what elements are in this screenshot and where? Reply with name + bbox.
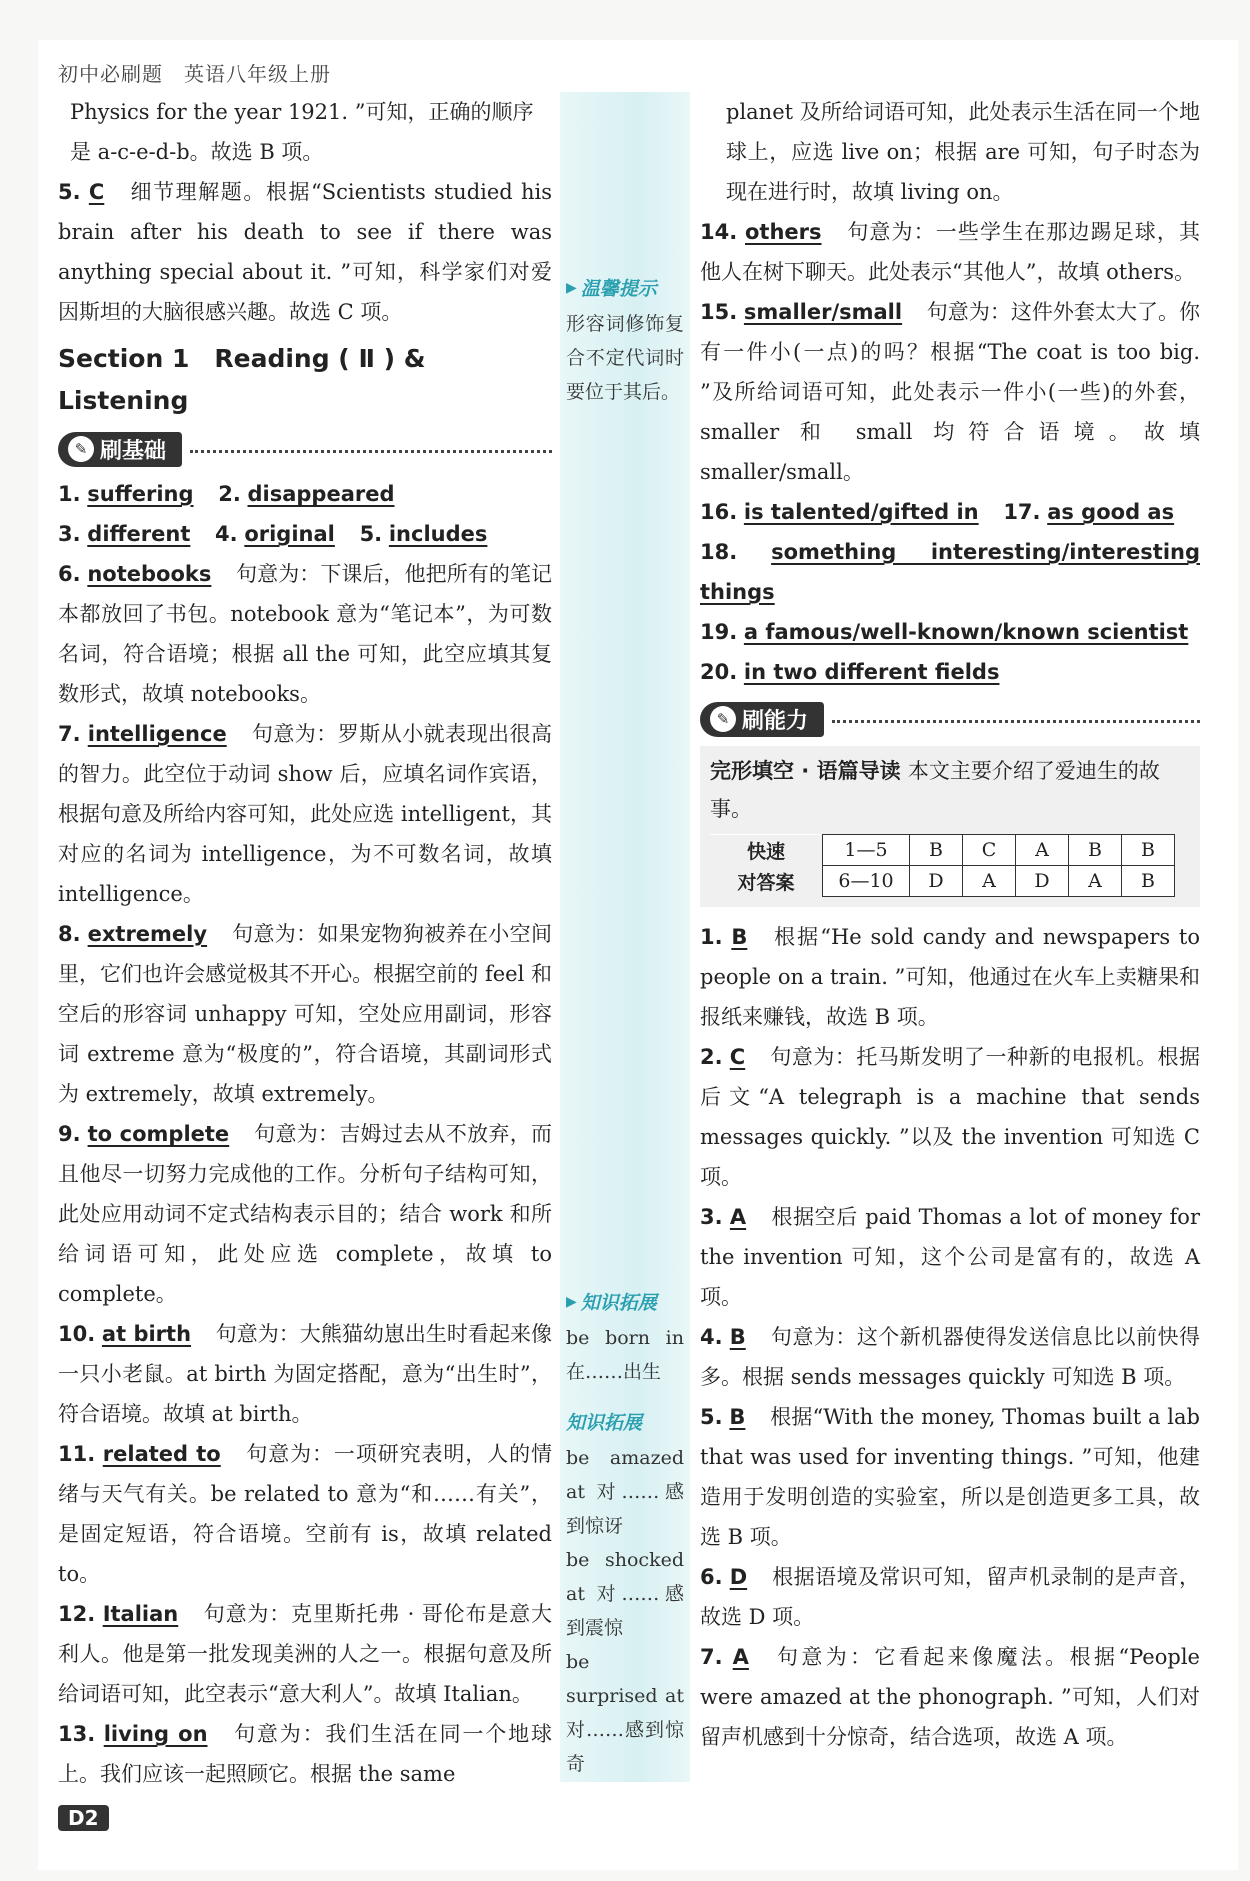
answer: B	[731, 925, 748, 949]
explanation: 句意为：我们生活在同一个地球上。我们应该一起照顾它。根据 the same	[58, 1722, 552, 1786]
answer: A	[732, 1645, 749, 1669]
item-number: 12.	[58, 1602, 96, 1626]
item-number: 1.	[58, 482, 81, 506]
answer-item-14	[700, 212, 1200, 292]
answer: as good as	[1047, 500, 1175, 524]
item-number: 1.	[700, 925, 723, 949]
item-number: 17.	[1003, 500, 1041, 524]
answer-row	[700, 532, 1200, 612]
item-number: 15.	[700, 300, 738, 324]
explanation: 句意为：托马斯发明了一种新的电报机。根据后文“A telegraph is a machine that sends messages quickly. ”以及 the invention 可知选 C 项。	[700, 1045, 1200, 1189]
answer: original	[244, 522, 335, 546]
tip-title-text: 温馨提示	[580, 278, 657, 300]
answer-row	[58, 514, 552, 554]
item-number: 6.	[58, 562, 81, 586]
tip-body: be born in 在……出生	[566, 1327, 684, 1383]
item-number: 7.	[700, 1645, 723, 1669]
banner-label: 刷能力	[742, 708, 809, 734]
reading-guide-title: 完形填空 · 语篇导读	[710, 759, 901, 783]
explanation: 句意为：它看起来像魔法。根据“People were amazed at the phonograph. ”可知，人们对留声机感到十分惊奇，结合选项，故选 A 项。	[700, 1645, 1200, 1749]
explanation: 句意为：这个新机器使得发送信息比以前快得多。根据 sends messages quickly 可知选 B 项。	[700, 1325, 1200, 1389]
cloze-item-4	[700, 1317, 1200, 1397]
paragraph: Physics for the year 1921. ”可知，正确的顺序	[70, 100, 534, 124]
explanation: 句意为：克里斯托弗 · 哥伦布是意大利人。他是第一批发现美洲的人之一。根据句意及所给词语可知，此空表示“意大利人”。故填 Italian。	[58, 1602, 552, 1706]
answer: B	[729, 1325, 746, 1349]
table-cell: 6—10	[823, 866, 910, 897]
answer-row	[58, 474, 552, 514]
item-number: 11.	[58, 1442, 96, 1466]
quick-answer-table	[710, 834, 1175, 897]
reading-guide-text: 本文主要介绍了爱迪生的故事。	[710, 759, 1160, 821]
table-cell: A	[1016, 835, 1069, 866]
item-number: 13.	[58, 1722, 96, 1746]
paragraph: planet 及所给词语可知，此处表示生活在同一个地球上，应选 live on；根据 are 可知，句子时态为现在进行时，故填 living on。	[726, 100, 1200, 204]
explanation: 细节理解题。根据“Scientists studied his brain after his death to see if there was anything special about it. ”可知，科学家们对爱因斯坦的大脑很感兴趣。故选 C 项。	[58, 180, 552, 324]
explanation: 句意为：下课后，他把所有的笔记本都放回了书包。notebook 意为“笔记本”，为可数名词，符合语境；根据 all the 可知，此空应填其复数形式，故填 notebooks。	[58, 562, 552, 706]
item-number: 8.	[58, 922, 81, 946]
table-cell: C	[963, 835, 1016, 866]
answer: others	[745, 220, 822, 244]
answer: A	[729, 1205, 747, 1229]
item-number: 3.	[700, 1205, 723, 1229]
answer: at birth	[101, 1322, 192, 1346]
item-number: 5.	[700, 1405, 723, 1429]
explanation: 句意为：一项研究表明，人的情绪与天气有关。be related to 意为“和……有关”，是固定短语，符合语境。空前有 is，故填 related to。	[58, 1442, 552, 1586]
item-number: 3.	[58, 522, 81, 546]
tip-body: be shocked at 对……感到震惊	[566, 1549, 684, 1639]
item-number: 9.	[58, 1122, 81, 1146]
tip-box-2	[566, 1288, 684, 1389]
item-number: 16.	[700, 500, 738, 524]
table-cell: D	[910, 866, 963, 897]
explanation: 根据空后 paid Thomas a lot of money for the invention 可知，这个公司是富有的，故选 A 项。	[700, 1205, 1200, 1309]
answer-item-11	[58, 1434, 552, 1594]
paragraph: 是 a-c-e-d-b。故选 B 项。	[70, 140, 324, 164]
table-cell: A	[963, 866, 1016, 897]
answer-item-8	[58, 914, 552, 1114]
answer: notebooks	[87, 562, 212, 586]
banner-basic	[58, 428, 552, 470]
tip-box-1	[566, 274, 684, 409]
answer: D	[729, 1565, 748, 1589]
cloze-item-7	[700, 1637, 1200, 1757]
item-number: 14.	[700, 220, 738, 244]
answer: smaller/small	[743, 300, 903, 324]
table-cell: B	[1069, 835, 1122, 866]
explanation: 句意为：大熊猫幼崽出生时看起来像一只小老鼠。at birth 为固定搭配，意为“出生时”，符合语境。故填 at birth。	[58, 1322, 552, 1426]
item-number: 18.	[700, 540, 738, 564]
cloze-item-1	[700, 917, 1200, 1037]
tip-body: be amazed at 对……感到惊讶	[566, 1447, 684, 1537]
item-number: 20.	[700, 660, 738, 684]
tip-title	[566, 1408, 684, 1435]
banner-ability	[700, 698, 1200, 740]
answer-row	[700, 492, 1200, 532]
table-row	[710, 866, 1175, 897]
answer: extremely	[87, 922, 208, 946]
pen-icon: ✎	[710, 706, 736, 732]
answer: something interesting/interesting things	[700, 540, 1200, 604]
section-title: Section 1 Reading ( Ⅱ ) & Listening	[58, 344, 426, 415]
dotted-rule	[190, 450, 552, 453]
reading-guide-box	[700, 746, 1200, 907]
explanation: 根据语境及常识可知，留声机录制的是声音，故选 D 项。	[700, 1565, 1200, 1629]
answer-item-13	[58, 1714, 552, 1794]
table-label: 对答案	[710, 866, 823, 897]
answer: a famous/well-known/known scientist	[743, 620, 1189, 644]
table-row	[710, 835, 1175, 866]
answer-item-7	[58, 714, 552, 914]
answer: living on	[103, 1722, 208, 1746]
answer: disappeared	[247, 482, 395, 506]
item-number: 7.	[58, 722, 81, 746]
answer-row	[700, 612, 1200, 652]
answer: related to	[102, 1442, 221, 1466]
banner-label: 刷基础	[100, 438, 167, 464]
answer: Italian	[102, 1602, 179, 1626]
table-cell: D	[1016, 866, 1069, 897]
answer: is talented/gifted in	[743, 500, 979, 524]
triangle-icon: ▶	[566, 279, 577, 296]
item-number: 10.	[58, 1322, 96, 1346]
pen-icon: ✎	[68, 436, 94, 462]
item-number: 4.	[700, 1325, 723, 1349]
running-header: 初中必刷题 英语八年级上册	[58, 62, 331, 86]
answer-item-5	[58, 172, 552, 332]
item-number: 19.	[700, 620, 738, 644]
tip-body: be surprised at 对……感到惊奇	[566, 1651, 684, 1775]
answer-item-12	[58, 1594, 552, 1714]
banner-tag	[58, 432, 182, 467]
cloze-item-5	[700, 1397, 1200, 1557]
triangle-icon: ▶	[566, 1293, 577, 1310]
item-number: 4.	[215, 522, 238, 546]
cloze-item-3	[700, 1197, 1200, 1317]
answer: B	[729, 1405, 746, 1429]
page-number: D2	[58, 1805, 109, 1831]
item-number: 2.	[700, 1045, 723, 1069]
banner-tag	[700, 702, 824, 737]
answer: different	[87, 522, 191, 546]
answer: intelligence	[87, 722, 227, 746]
tip-body: 形容词修饰复合不定代词时要位于其后。	[566, 313, 684, 403]
explanation: 句意为：一些学生在那边踢足球，其他人在树下聊天。此处表示“其他人”，故填 others。	[700, 220, 1200, 284]
explanation: 句意为：如果宠物狗被养在小空间里，它们也许会感觉极其不开心。根据空前的 feel 和空后的形容词 unhappy 可知，空处应用副词，形容词 extreme 意为“极度的”，符合语境，其副词形式为 extremely，故填 extremely。	[58, 922, 552, 1106]
tip-title-text: 知识拓展	[566, 1412, 643, 1434]
table-label: 快速	[710, 835, 823, 866]
table-cell: B	[1122, 866, 1175, 897]
explanation: 句意为：罗斯从小就表现出很高的智力。此空位于动词 show 后，应填名词作宾语，根据句意及所给内容可知，此处应选 intelligent，其对应的名词为 intelligence，为不可数名词，故填 intelligence。	[58, 722, 552, 906]
answer: suffering	[87, 482, 194, 506]
answer: C	[88, 180, 105, 204]
explanation: 根据“He sold candy and newspapers to people on a train. ”可知，他通过在火车上卖糖果和报纸来赚钱，故选 B 项。	[700, 925, 1201, 1029]
table-cell: B	[1122, 835, 1175, 866]
answer: to complete	[87, 1122, 230, 1146]
answer: includes	[388, 522, 488, 546]
right-column	[700, 92, 1200, 1757]
answer-item-10	[58, 1314, 552, 1434]
tip-box-3	[566, 1408, 684, 1781]
dotted-rule	[832, 720, 1200, 723]
table-cell: 1—5	[823, 835, 910, 866]
answer-item-15	[700, 292, 1200, 492]
table-cell: A	[1069, 866, 1122, 897]
cloze-item-6	[700, 1557, 1200, 1637]
explanation: 句意为：这件外套太大了。你有一件小(一点)的吗？根据“The coat is too big. ”及所给词语可知，此处表示一件小(一些)的外套，smaller 和 small 均符合语境。故填 smaller/small。	[700, 300, 1200, 484]
table-cell: B	[910, 835, 963, 866]
reading-guide	[710, 752, 1192, 828]
tip-title-text: 知识拓展	[580, 1292, 657, 1314]
item-number: 5.	[359, 522, 383, 546]
answer-item-6	[58, 554, 552, 714]
item-number: 2.	[218, 482, 241, 506]
answer: in two different fields	[743, 660, 1000, 684]
answer: C	[729, 1045, 746, 1069]
answer-item-9	[58, 1114, 552, 1314]
left-column	[58, 92, 552, 1794]
tip-title	[566, 274, 684, 301]
item-number: 5.	[58, 180, 81, 204]
explanation: 根据“With the money, Thomas built a lab that was used for inventing things. ”可知，他建造用于发明创造的实验室，所以是创造更多工具，故选 B 项。	[700, 1405, 1200, 1549]
cloze-item-2	[700, 1037, 1200, 1197]
item-number: 6.	[700, 1565, 723, 1589]
explanation: 句意为：吉姆过去从不放弃，而且他尽一切努力完成他的工作。分析句子结构可知，此处应用动词不定式结构表示目的；结合 work 和所给词语可知，此处应选 complete，故填 to complete。	[58, 1122, 553, 1306]
tip-title	[566, 1288, 684, 1315]
answer-row	[700, 652, 1200, 692]
tip-column	[560, 92, 690, 1782]
